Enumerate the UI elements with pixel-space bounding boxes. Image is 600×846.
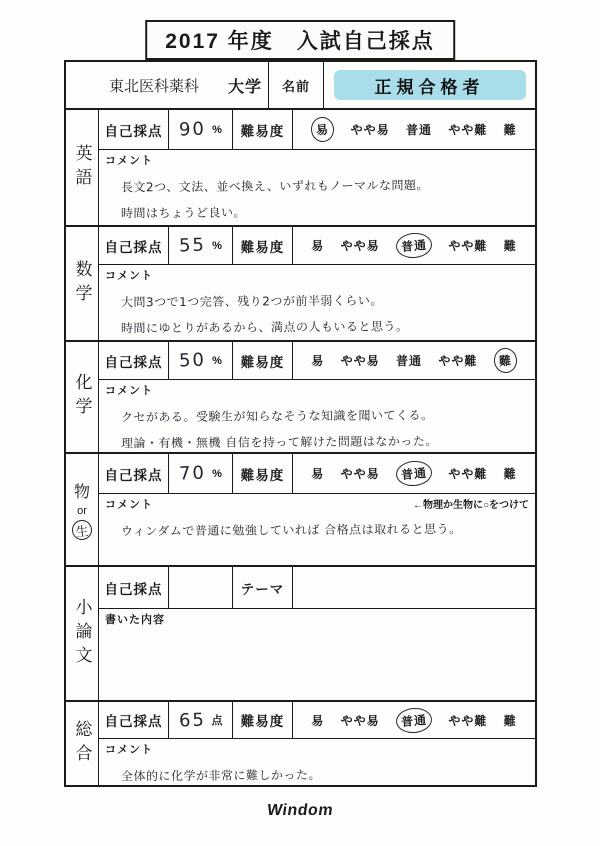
self-score-label: 自己採点 [99,110,169,149]
subject-label-overall: 総合 [66,702,99,785]
or-label: or [77,505,87,517]
difficulty-option: 普通 [395,706,433,734]
comment-line: クセがある。受験生が知らなそうな知識を聞いてくる。 [120,408,434,425]
self-score-label: 自己採点 [99,702,169,738]
comment-label: コメント [105,385,153,397]
comment-line: 全体的に化学が非常に難しかった。 [120,767,322,784]
biology-char-circled: 生 [71,519,93,541]
comment-line: 時間にゆとりがあるから、満点の人もいると思う。 [120,319,409,336]
comment-area [99,739,535,785]
self-score-value: 70 % [169,454,233,493]
self-score-label: 自己採点 [99,227,169,264]
physics-or-bio-note: ←物理か生物に○をつけて [412,500,529,511]
difficulty-option: 普通 [395,459,433,487]
university-suffix-label: 大学 [227,78,262,96]
comment-label: コメント [105,270,153,282]
subject-block-math [66,225,535,340]
self-score-value [169,567,233,608]
self-score-label: 自己採点 [99,567,169,608]
subject-block-chemistry [66,340,535,452]
difficulty-label: 難易度 [233,454,293,493]
written-content-value [105,635,529,638]
comment-area [99,150,535,225]
comment-line: 時間はちょうど良い。 [120,205,247,221]
difficulty-label: 難易度 [233,342,293,379]
subject-label-physics-or-biology [66,454,99,565]
difficulty-option: やや難 [448,239,488,253]
difficulty-option: 難 [503,123,517,137]
difficulty-options [293,702,535,738]
self-score-value: 90 % [169,110,233,149]
comment-area [99,380,535,452]
subject-label-chemistry: 化学 [66,342,99,452]
page-title: 2017 年度 入試自己採点 [145,20,455,60]
self-score-label: 自己採点 [99,342,169,379]
difficulty-option: 普通 [395,231,433,259]
university-name: 東北医科薬科 [108,76,199,95]
difficulty-options [293,110,535,149]
difficulty-options [293,454,535,493]
subject-block-essay [66,565,535,700]
difficulty-option: 易 [310,116,335,143]
comment-area [99,494,535,565]
windom-logo: Windom [265,802,335,819]
difficulty-option: やや易 [340,239,380,253]
written-content-area [99,609,535,700]
theme-value [293,567,535,608]
result-badge: 正規合格者 [334,70,526,100]
self-score-label: 自己採点 [99,454,169,493]
difficulty-option: やや易 [340,467,380,481]
difficulty-option: 易 [311,713,325,728]
difficulty-option: 易 [311,239,325,253]
subject-label-essay: 小論文 [66,567,99,700]
difficulty-option: 難 [503,239,517,253]
difficulty-label: 難易度 [233,110,293,149]
comment-line: ウィンダムで普通に勉強していれば 合格点は取れると思う。 [120,521,462,539]
difficulty-option: やや易 [340,354,380,368]
comment-area [99,265,535,340]
difficulty-option: やや易 [340,713,380,728]
written-content-label: 書いた内容 [105,614,165,626]
self-score-value: 55 % [169,227,233,264]
difficulty-label: 難易度 [233,227,293,264]
name-label: 名前 [269,62,324,108]
university-cell [66,62,269,108]
difficulty-option: 普通 [405,123,432,137]
subject-label-english: 英語 [66,110,99,225]
difficulty-option: 易 [311,354,325,368]
self-score-value: 65 点 [169,702,233,738]
difficulty-option: やや難 [448,467,488,481]
subject-block-english [66,108,535,225]
difficulty-option: 難 [503,713,517,728]
difficulty-option: 易 [311,467,325,481]
comment-label: コメント [105,155,153,167]
difficulty-options [293,227,535,264]
score-table [64,60,537,787]
difficulty-option: やや易 [350,123,390,137]
comment-line: 長文2つ、文法、並べ換え、いずれもノーマルな問題。 [120,178,430,195]
difficulty-label: 難易度 [233,702,293,738]
self-score-value: 50 % [169,342,233,379]
header-row [66,62,535,108]
physics-char: 物 [73,484,90,501]
difficulty-option: 難 [503,467,517,481]
comment-line: 理論・有機・無機 自信を持って解けた問題はなかった。 [120,434,438,451]
difficulty-options [293,342,535,379]
subject-block-physics-or-biology [66,452,535,565]
theme-label: テーマ [233,567,293,608]
comment-line: 大問3つで1つ完答、残り2つが前半弱くらい。 [120,293,383,310]
subject-label-math: 数学 [66,227,99,340]
difficulty-option: やや難 [448,123,488,137]
comment-label: コメント [105,744,153,756]
difficulty-option: やや難 [438,354,478,368]
difficulty-option: やや難 [448,713,488,728]
difficulty-option: 難 [493,347,518,374]
comment-label: コメント [105,499,153,511]
difficulty-option: 普通 [395,354,422,368]
result-cell [324,62,535,108]
subject-block-overall [66,700,535,785]
